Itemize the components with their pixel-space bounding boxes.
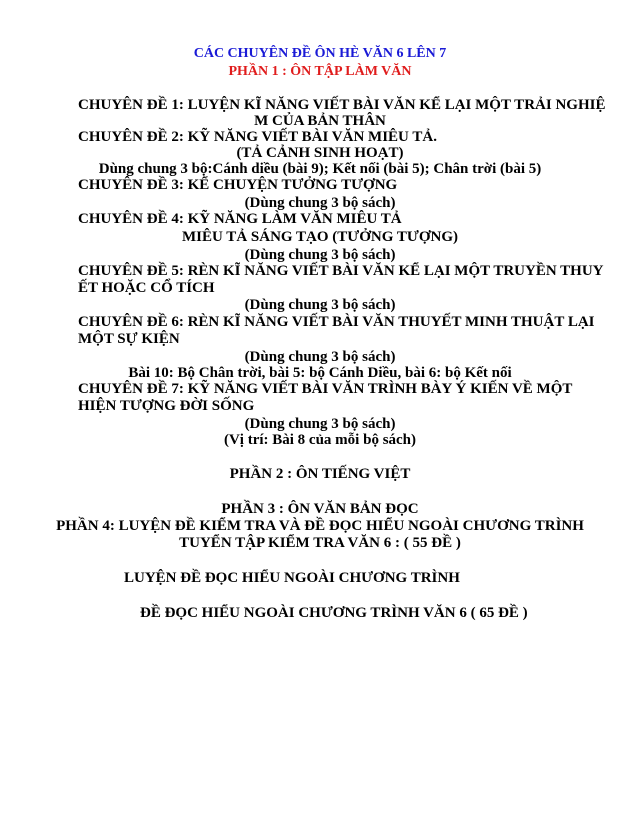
topic6-line2: MỘT SỰ KIỆN	[78, 331, 180, 347]
topic4-line3: (Dùng chung 3 bộ sách)	[244, 247, 396, 263]
part1-heading: PHẦN 1 : ÔN TẬP LÀM VĂN	[228, 64, 412, 79]
topic5-line1: CHUYÊN ĐỀ 5: RÈN KĨ NĂNG VIẾT BÀI VĂN KỂ LẠI MỘT TRUYỀN THUY	[78, 263, 604, 279]
topic4-line2: MIÊU TẢ SÁNG TẠO (TƯỞNG TƯỢNG)	[182, 229, 458, 245]
topic5-line3: (Dùng chung 3 bộ sách)	[244, 297, 396, 313]
topic3-line1: CHUYÊN ĐỀ 3: KỂ CHUYỆN TƯỞNG TƯỢNG	[78, 177, 398, 193]
part2-heading: PHẦN 2 : ÔN TIẾNG VIỆT	[229, 466, 411, 482]
topic3-line2: (Dùng chung 3 bộ sách)	[244, 195, 396, 211]
topic7-line1: CHUYÊN ĐỀ 7: KỸ NĂNG VIẾT BÀI VĂN TRÌNH BÀY Ý KIẾN VỀ MỘT	[78, 381, 573, 397]
topic6-line3: (Dùng chung 3 bộ sách)	[244, 349, 396, 365]
topic7-line4: (Vị trí: Bài 8 của mỗi bộ sách)	[223, 432, 417, 448]
topic2-line3: Dùng chung 3 bộ:Cánh diều (bài 9); Kết nối (bài 5); Chân trời (bài 5)	[98, 161, 542, 177]
topic7-line3: (Dùng chung 3 bộ sách)	[244, 416, 396, 432]
part4-line2: TUYỂN TẬP KIỂM TRA VĂN 6 : ( 55 ĐỀ )	[179, 535, 461, 551]
topic5-line2: ẾT HOẶC CỔ TÍCH	[78, 280, 215, 296]
reading-set-heading: ĐỀ ĐỌC HIỂU NGOÀI CHƯƠNG TRÌNH VĂN 6 ( 65 ĐỀ )	[140, 605, 528, 621]
topic2-line2: (TẢ CẢNH SINH HOẠT)	[236, 145, 404, 161]
topic2-line1: CHUYÊN ĐỀ 2: KỸ NĂNG VIẾT BÀI VĂN MIÊU TẢ.	[78, 129, 437, 145]
topic4-line1: CHUYÊN ĐỀ 4: KỸ NĂNG LÀM VĂN MIÊU TẢ	[78, 211, 402, 227]
topic6-line4: Bài 10: Bộ Chân trời, bài 5: bộ Cánh Diều, bài 6: bộ Kết nối	[128, 365, 512, 381]
reading-practice-heading: LUYỆN ĐỀ ĐỌC HIỂU NGOÀI CHƯƠNG TRÌNH	[124, 570, 460, 586]
part4-line1: PHẦN 4: LUYỆN ĐỀ KIỂM TRA VÀ ĐỀ ĐỌC HIỂU NGOÀI CHƯƠNG TRÌNH	[56, 518, 584, 534]
topic7-line2: HIỆN TƯỢNG ĐỜI SỐNG	[78, 398, 255, 414]
topic1-line2: M CỦA BẢN THÂN	[254, 113, 386, 129]
topic1-line1: CHUYÊN ĐỀ 1: LUYỆN KĨ NĂNG VIẾT BÀI VĂN KỂ LẠI MỘT TRẢI NGHIỆ	[78, 97, 606, 113]
part3-heading: PHẦN 3 : ÔN VĂN BẢN ĐỌC	[221, 501, 419, 517]
document-title: CÁC CHUYÊN ĐỀ ÔN HÈ VĂN 6 LÊN 7	[193, 46, 447, 61]
topic6-line1: CHUYÊN ĐỀ 6: RÈN KĨ NĂNG VIẾT BÀI VĂN THUYẾT MINH THUẬT LẠI	[78, 314, 595, 330]
